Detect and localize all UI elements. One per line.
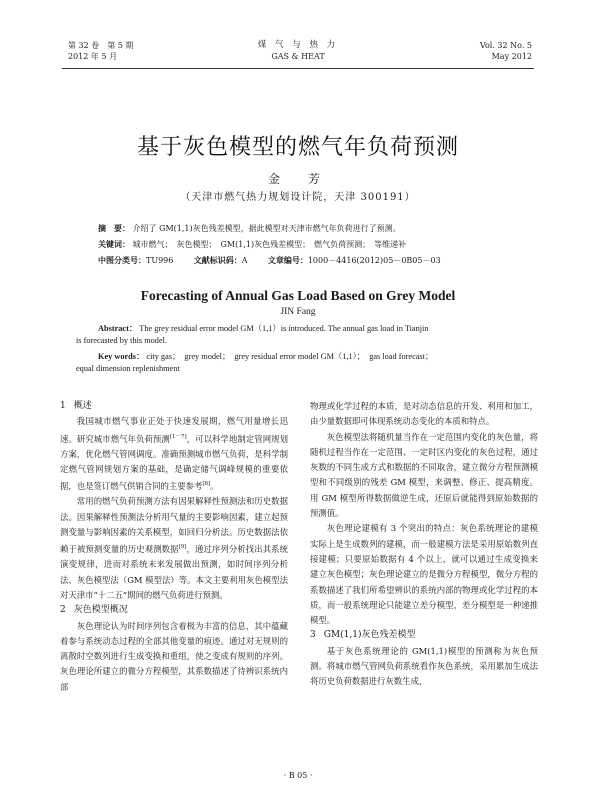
keywords-en-line2: equal dimension replenishment [76,364,180,373]
author-affiliation: （天津市燃气热力规划设计院，天津 300191） [180,192,416,203]
journal-volume-info-en [480,40,532,62]
keywords-cn [98,239,406,251]
paragraph: 灰色理论建模有 3 个突出的特点：灰色系统理论的建模实际上是生成数列的建模，而一般建模方法是采用原始数列直接建模；只要原始数据有 4 个以上，就可以通过生成变换来建立灰色模型；灰色理论建立的是微分方程模型，微分方程的系数描述了我们所希望辨识的系统内部的物理或化学过程的本质，而一般系统理论只能建立差分模型，差分模型是一种递推模型。 [310,523,538,626]
citation: [1－7] [169,433,187,440]
author-name: 金 芳 [267,172,328,186]
abstract-cn-label: 摘 要： [98,224,130,233]
abstract-en-line1: Abstract： The grey residual error model GM（1,1）is introduced. The annual gas load in Tianjin [98,324,429,333]
body-left-column [60,399,288,695]
section-3-heading: 3 GM(1,1)灰色残差模型 [310,630,416,641]
journal-name-cn: 煤 气 与 热 力 [257,40,339,50]
paper-title-en: Forecasting of Annual Gas Load Based on Grey Model [140,288,456,303]
author-name-en: JIN Fang [280,307,316,317]
section-1-heading: 1 概述 [60,401,92,411]
article-number-value: 1000－4416(2012)05－0B05－03 [307,256,441,265]
issue-date-en: May 2012 [491,52,532,61]
citation: [9] [178,544,187,551]
article-number-label: 文章编号： [267,256,308,265]
paragraph: 灰色模型法将随机量当作在一定范围内变化的灰色量，将随机过程当作在一定范围、一定时区内变化的灰色过程，通过灰数的不同生成方式和数据的不同取舍，建立微分方程预测模型和不同级别的残差 GM 模型，来调整、修正、提高精度。用 GM 模型所得数据做逆生成，还原后就能得到原始数据的预测值。 [310,431,538,519]
paragraph: 常用的燃气负荷预测方法有因果解释性预测法和历史数据法。因果解释性预测法分析用气量的主要影响因素，建立起预测变量与影响因素的关系模型，如回归分析法。历史数据法依赖于被预测变量的历史观测数据[9]，通过序列分析找出其系统演变规律，进而对系统未来发展做出预测，如时间序列分析法、灰色模型法（GM 模型法）等。本文主要利用灰色模型法对天津市“十二五”期间的燃气负荷进行预测。 [60,496,289,600]
doc-code-label: 文献标识码： [193,256,242,265]
citation: [8] [202,481,211,488]
volume-issue: 第 32 卷 第 5 期 [68,41,134,50]
paper-title: 基于灰色模型的燃气年负荷预测 [136,135,459,160]
abstract-en-line2: is forecasted by this model. [76,336,168,345]
paragraph: 我国城市燃气事业正处于快速发展期，燃气用量增长迅速。研究城市燃气年负荷预测[1－7]，可以科学地制定管网规划方案，优化燃气管网调度。准确预测城市燃气负荷，是科学制定燃气管网规划方案的基础，是确定储气调峰规模的重要依据，也是签订燃气供销合同的主要参考[8]。 [60,416,289,492]
abstract-en [76,323,526,347]
issue-date: 2012 年 5 月 [68,52,118,61]
doc-code-value: A [241,256,248,265]
classification-line [98,255,441,267]
keywords-en-line1: Key words： city gas； grey model； grey residual error model GM（1,1）； gas load forecast； [98,352,434,361]
abstract-cn [98,223,401,235]
journal-name-en: GAS & HEAT [271,52,325,61]
section-2-heading: 2 灰色模型概况 [60,605,128,616]
keywords-cn-label: 关键词： [98,240,130,249]
keywords-en [76,351,526,375]
paragraph: 物理或化学过程的本质，是对动态信息的开发、利用和加工，由少量数据即可体现系统动态变化的本质和特点。 [310,401,538,427]
page-number: · B 05 · [283,771,313,780]
keywords-cn-text: 城市燃气； 灰色模型； GM(1,1)灰色残差模型； 燃气负荷预测； 等维递补 [132,240,407,249]
abstract-en-label: Abstract： [98,324,138,333]
clc-label: 中图分类号： [98,256,146,265]
body-right-column [310,399,538,690]
keywords-en-label: Key words： [98,352,145,361]
abstract-cn-text: 介绍了 GM(1,1)灰色残差模型，据此模型对天津市燃气年负荷进行了预测。 [132,224,401,233]
clc-value: TU996 [146,256,174,265]
paragraph: 基于灰色系统理论的 GM(1,1)模型的预测称为灰色预测。将城市燃气管网负荷系统看作灰色系统，采用累加生成法将历史负荷数据进行灰数生成， [310,645,538,687]
header-divider [62,68,534,69]
volume-issue-en: Vol. 32 No. 5 [479,41,532,50]
paragraph: 灰色理论认为时间序列包含着极为丰富的信息，其中蕴藏着参与系统动态过程的全部其他变量的痕迹。通过对无规则的离散时空数列进行生成变换和重组，使之变成有规则的序列。灰色理论所建立的微分方程模型，其系数描述了待辨识系统内部 [60,620,288,692]
